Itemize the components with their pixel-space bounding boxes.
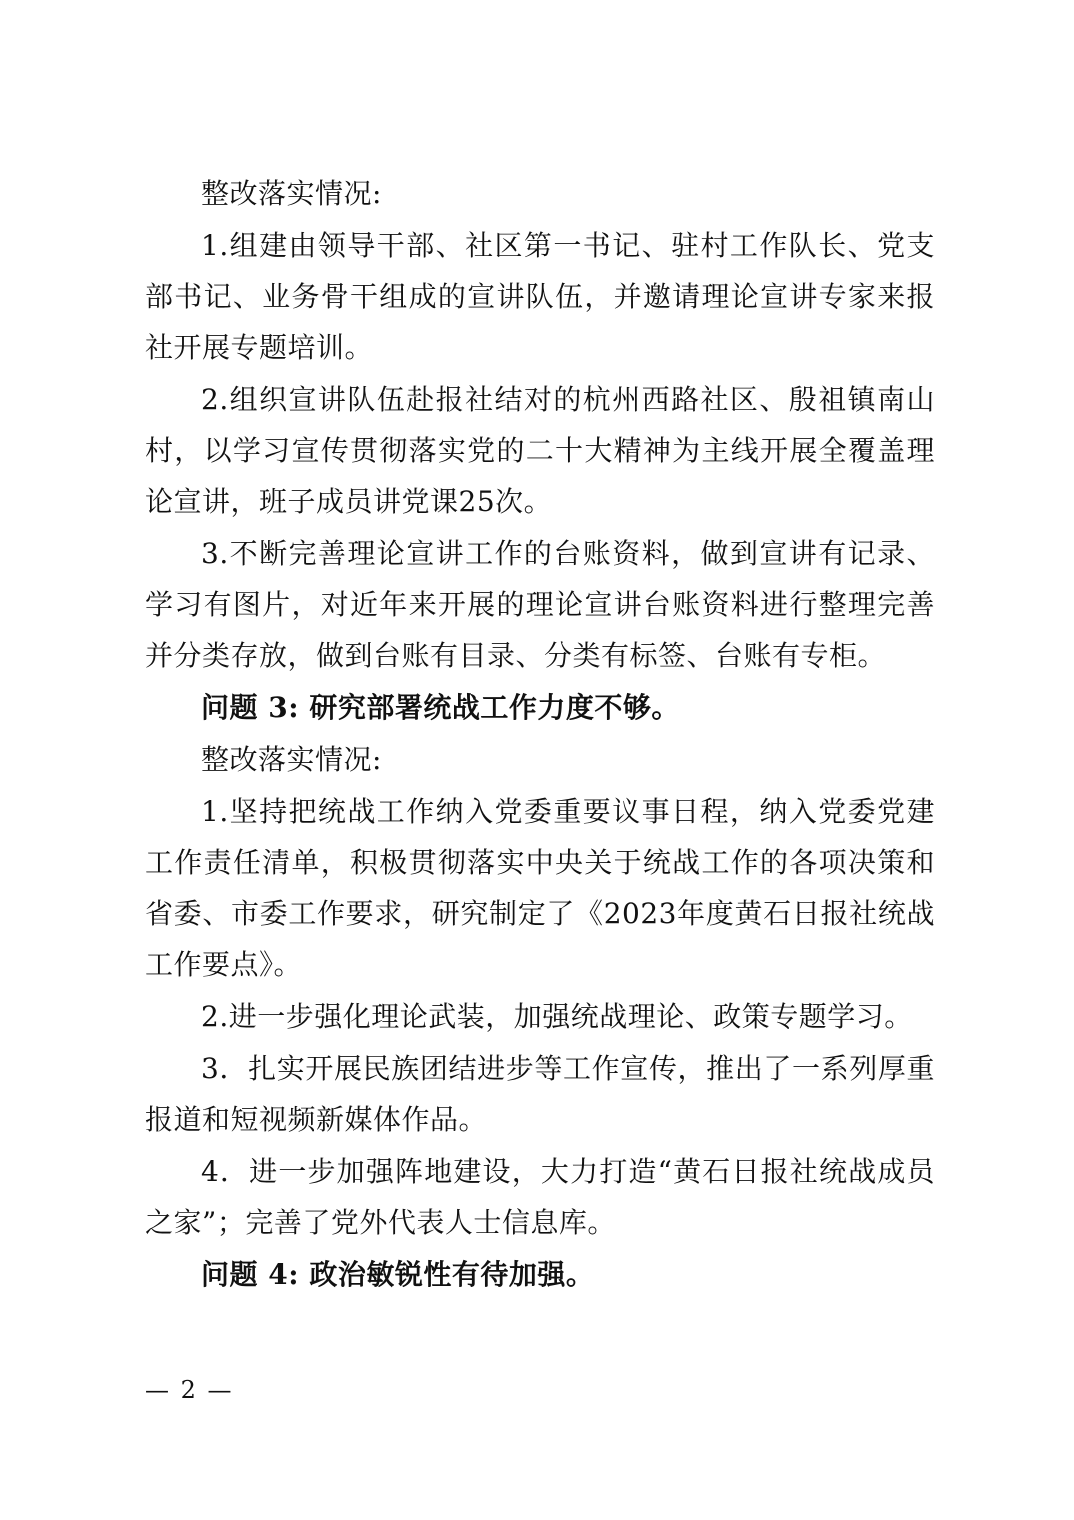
list-item: 2.组织宣讲队伍赴报社结对的杭州西路社区、殷祖镇南山村，以学习宣传贯彻落实党的二十大精神为主线开展全覆盖理论宣讲，班子成员讲党课25次。: [145, 383, 935, 518]
section-label: 整改落实情况:: [201, 177, 382, 210]
list-item: 1.组建由领导干部、社区第一书记、驻村工作队长、党支部书记、业务骨干组成的宣讲队伍，并邀请理论宣讲专家来报社开展专题培训。: [145, 229, 935, 364]
list-item: 1.坚持把统战工作纳入党委重要议事日程，纳入党委党建工作责任清单，积极贯彻落实中央关于统战工作的各项决策和省委、市委工作要求，研究制定了《2023年度黄石日报社统战工作要点》。: [145, 795, 935, 981]
page-number: — 2 —: [145, 1376, 234, 1404]
issue-heading: 问题 4: 政治敏锐性有待加强。: [201, 1258, 595, 1291]
list-item: 3.不断完善理论宣讲工作的台账资料，做到宣讲有记录、学习有图片，对近年来开展的理论宣讲台账资料进行整理完善并分类存放，做到台账有目录、分类有标签、台账有专柜。: [145, 537, 935, 672]
document-body: [145, 168, 935, 1301]
section-label: 整改落实情况:: [201, 743, 382, 776]
list-item: 3．扎实开展民族团结进步等工作宣传，推出了一系列厚重报道和短视频新媒体作品。: [145, 1052, 935, 1136]
list-item: 4．进一步加强阵地建设，大力打造“黄石日报社统战成员之家”；完善了党外代表人士信息库。: [145, 1155, 935, 1239]
issue-heading: 问题 3: 研究部署统战工作力度不够。: [201, 691, 680, 724]
list-item: 2.进一步强化理论武装，加强统战理论、政策专题学习。: [201, 1000, 913, 1033]
